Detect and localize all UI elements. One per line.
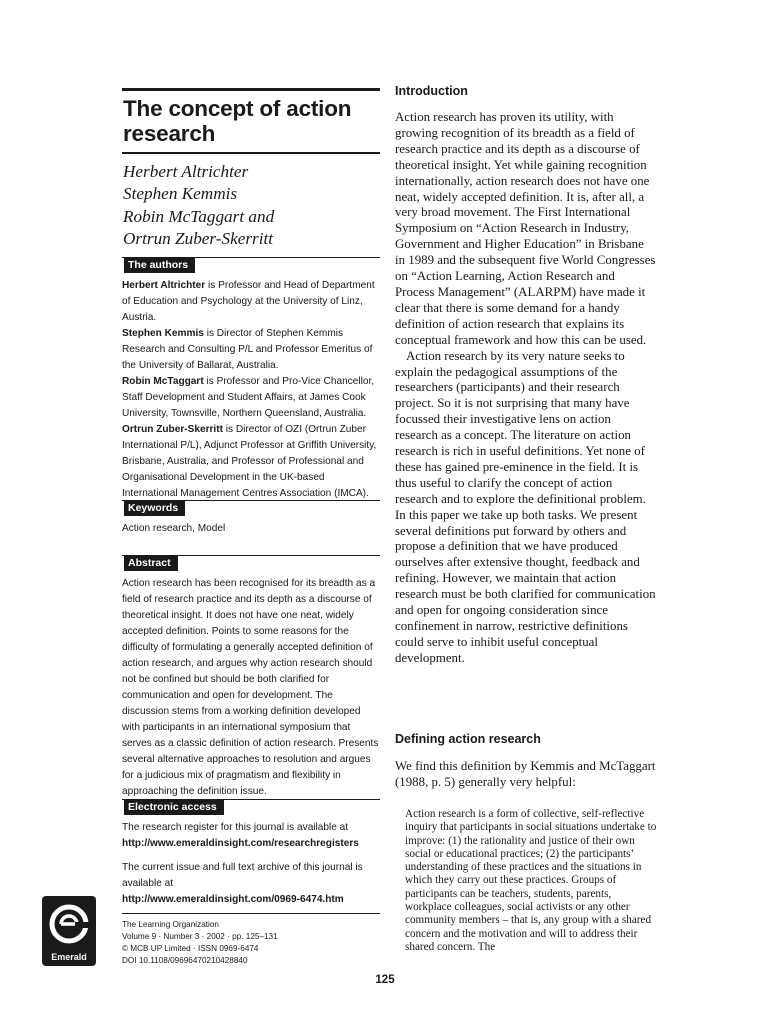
bio-text: is Professor and Head of Department of Education and Psychology at the University of Linz, Austria. [122, 280, 375, 323]
introduction-heading: Introduction [395, 84, 468, 98]
article-title [123, 96, 380, 146]
research-register-text: The research register for this journal is available at [122, 822, 349, 833]
bio-name: Ortrun Zuber-Skerritt [122, 424, 223, 435]
section-tag: The authors [124, 258, 195, 273]
abstract-section [122, 555, 380, 800]
author-name: Herbert Altrichter [123, 162, 249, 181]
section-tag-rule [122, 257, 380, 273]
research-register-link[interactable]: http://www.emeraldinsight.com/researchregisters [122, 838, 359, 849]
author-bio [122, 422, 380, 502]
page-number: 125 [375, 974, 395, 986]
journal-copyright: © MCB UP Limited · ISSN 0969-6474 [122, 944, 259, 953]
electronic-access-section [122, 799, 380, 908]
author-bio [122, 278, 380, 326]
archive-text: The current issue and full text archive of this journal is available at [122, 862, 363, 889]
section-tag: Electronic access [124, 800, 224, 815]
paragraph: We find this definition by Kemmis and McTaggart (1988, p. 5) generally very helpful: [395, 759, 656, 789]
emerald-logo-text: Emerald [51, 952, 87, 962]
keywords-text: Action research, Model [122, 523, 226, 534]
bio-name: Robin McTaggart [122, 376, 204, 387]
section-tag-rule [122, 500, 380, 516]
keywords-section [122, 500, 380, 537]
defining-heading: Defining action research [395, 732, 541, 746]
section-tag: Keywords [124, 501, 185, 516]
journal-info [122, 913, 380, 967]
journal-doi: DOI 10.1108/09696470210428840 [122, 956, 248, 965]
paragraph: Action research has proven its utility, with growing recognition of its breadth as a field of research practice and its depth as a discourse of theoretical insight. Yet while gaining recognition internationally, action research does not have one neat, widely accepted definition. It is, after all, a very broad movement. The First International Symposium on “Action Research in Industry, Government and Higher Education” in Brisbane in 1989 and the subsequent five World Congresses on “Action Learning, Action Research and Process Management” (ALARPM) have made it clear that there is some demand for a handy definition of action research that explains its conceptual framework and how this can be used. [395, 110, 656, 347]
author-name: Stephen Kemmis [123, 184, 238, 204]
defining-body [395, 759, 657, 791]
emerald-logo-icon [48, 902, 90, 948]
introduction-body [395, 110, 657, 667]
title-top-rule [122, 88, 380, 91]
bio-text: is Director of OZI (Ortrun Zuber International P/L), Adjunct Professor at Griffith University, Brisbane, Australia, and Professor of Professional and Organisational Development in the UK-based International Management Centres Association (IMCA). [122, 424, 377, 499]
paragraph: Action research by its very nature seeks to explain the pedagogical assumptions of the researchers (participants) and their research project. So it is not surprising that many have focussed their investigative lens on action research as a concept. The literature on action research is rich in useful definitions. Yet none of these has gained pre-eminence in the field. It is thus useful to clarify the concept of action research and to explore the definitional problem. In this paper we take up both tasks. We present several definitions put forward by others and propose a definition that we have produced ourselves after extensive thought, feedback and refining. However, we maintain that action research must be both clarified for communication and open for ongoing consideration since confinement in narrow, restrictive definitions could serve to inhibit useful conceptual development. [395, 348, 656, 665]
archive-link[interactable]: http://www.emeraldinsight.com/0969-6474.htm [122, 894, 344, 905]
author-bios [122, 278, 380, 502]
bio-text: is Director of Stephen Kemmis Research and Consulting P/L and Professor Emeritus of the University of Ballarat, Australia. [122, 328, 373, 371]
title-bottom-rule [122, 152, 380, 154]
emerald-logo [42, 896, 96, 966]
journal-volume: Volume 9 · Number 3 · 2002 · pp. 125–131 [122, 932, 278, 941]
journal-name: The Learning Organization [122, 920, 219, 929]
the-authors-section [122, 257, 380, 502]
author-bio [122, 326, 380, 374]
abstract-text: Action research has been recognised for its breadth as a field of research practice and its depth as a discourse of theoretical insight. It does not have one neat, widely accepted definition. Points to some reasons for the difficulty of formulating a generally accepted definition of action research, and argues why action research should not be confined but should be both clarified for communication and open for development. The discussion stems from a working definition developed with participants in an international symposium that serves as a classic definition of action research. Presents several alternative approaches to resolution and argues for a judicious mix of pragmatism and flexibility in approaching the definition issue. [122, 578, 379, 797]
author-bio [122, 374, 380, 422]
author-name: Ortrun Zuber-Skerritt [123, 228, 274, 248]
bio-name: Stephen Kemmis [122, 328, 204, 339]
quote-text: Action research is a form of collective, self-reflective inquiry that participants in social situations undertake to improve: (1) the rationality and justice of their own social or educational practices; (2) the participants’ understanding of these practices and the situations in which they carry out these practices. Groups of participants can be teachers, students, parents, workplace colleagues, social activists or any other community members – that is, any group with a shared concern and the motivation and will to address their shared concern. The [405, 808, 657, 953]
section-tag: Abstract [124, 556, 178, 571]
bio-name: Herbert Altrichter [122, 280, 206, 291]
section-tag-rule [122, 799, 380, 815]
section-tag-rule [122, 555, 380, 571]
author-list [122, 161, 380, 250]
article-title-line-1: The concept of action [123, 96, 352, 121]
block-quote [395, 808, 657, 954]
article-title-line-2: research [123, 121, 216, 146]
author-name: Robin McTaggart and [123, 206, 275, 226]
bio-text: is Professor and Pro-Vice Chancellor, Staff Development and Student Affairs, at James Cook University, Townsville, Northern Queensland, Australia. [122, 376, 375, 419]
title-block [122, 88, 380, 250]
